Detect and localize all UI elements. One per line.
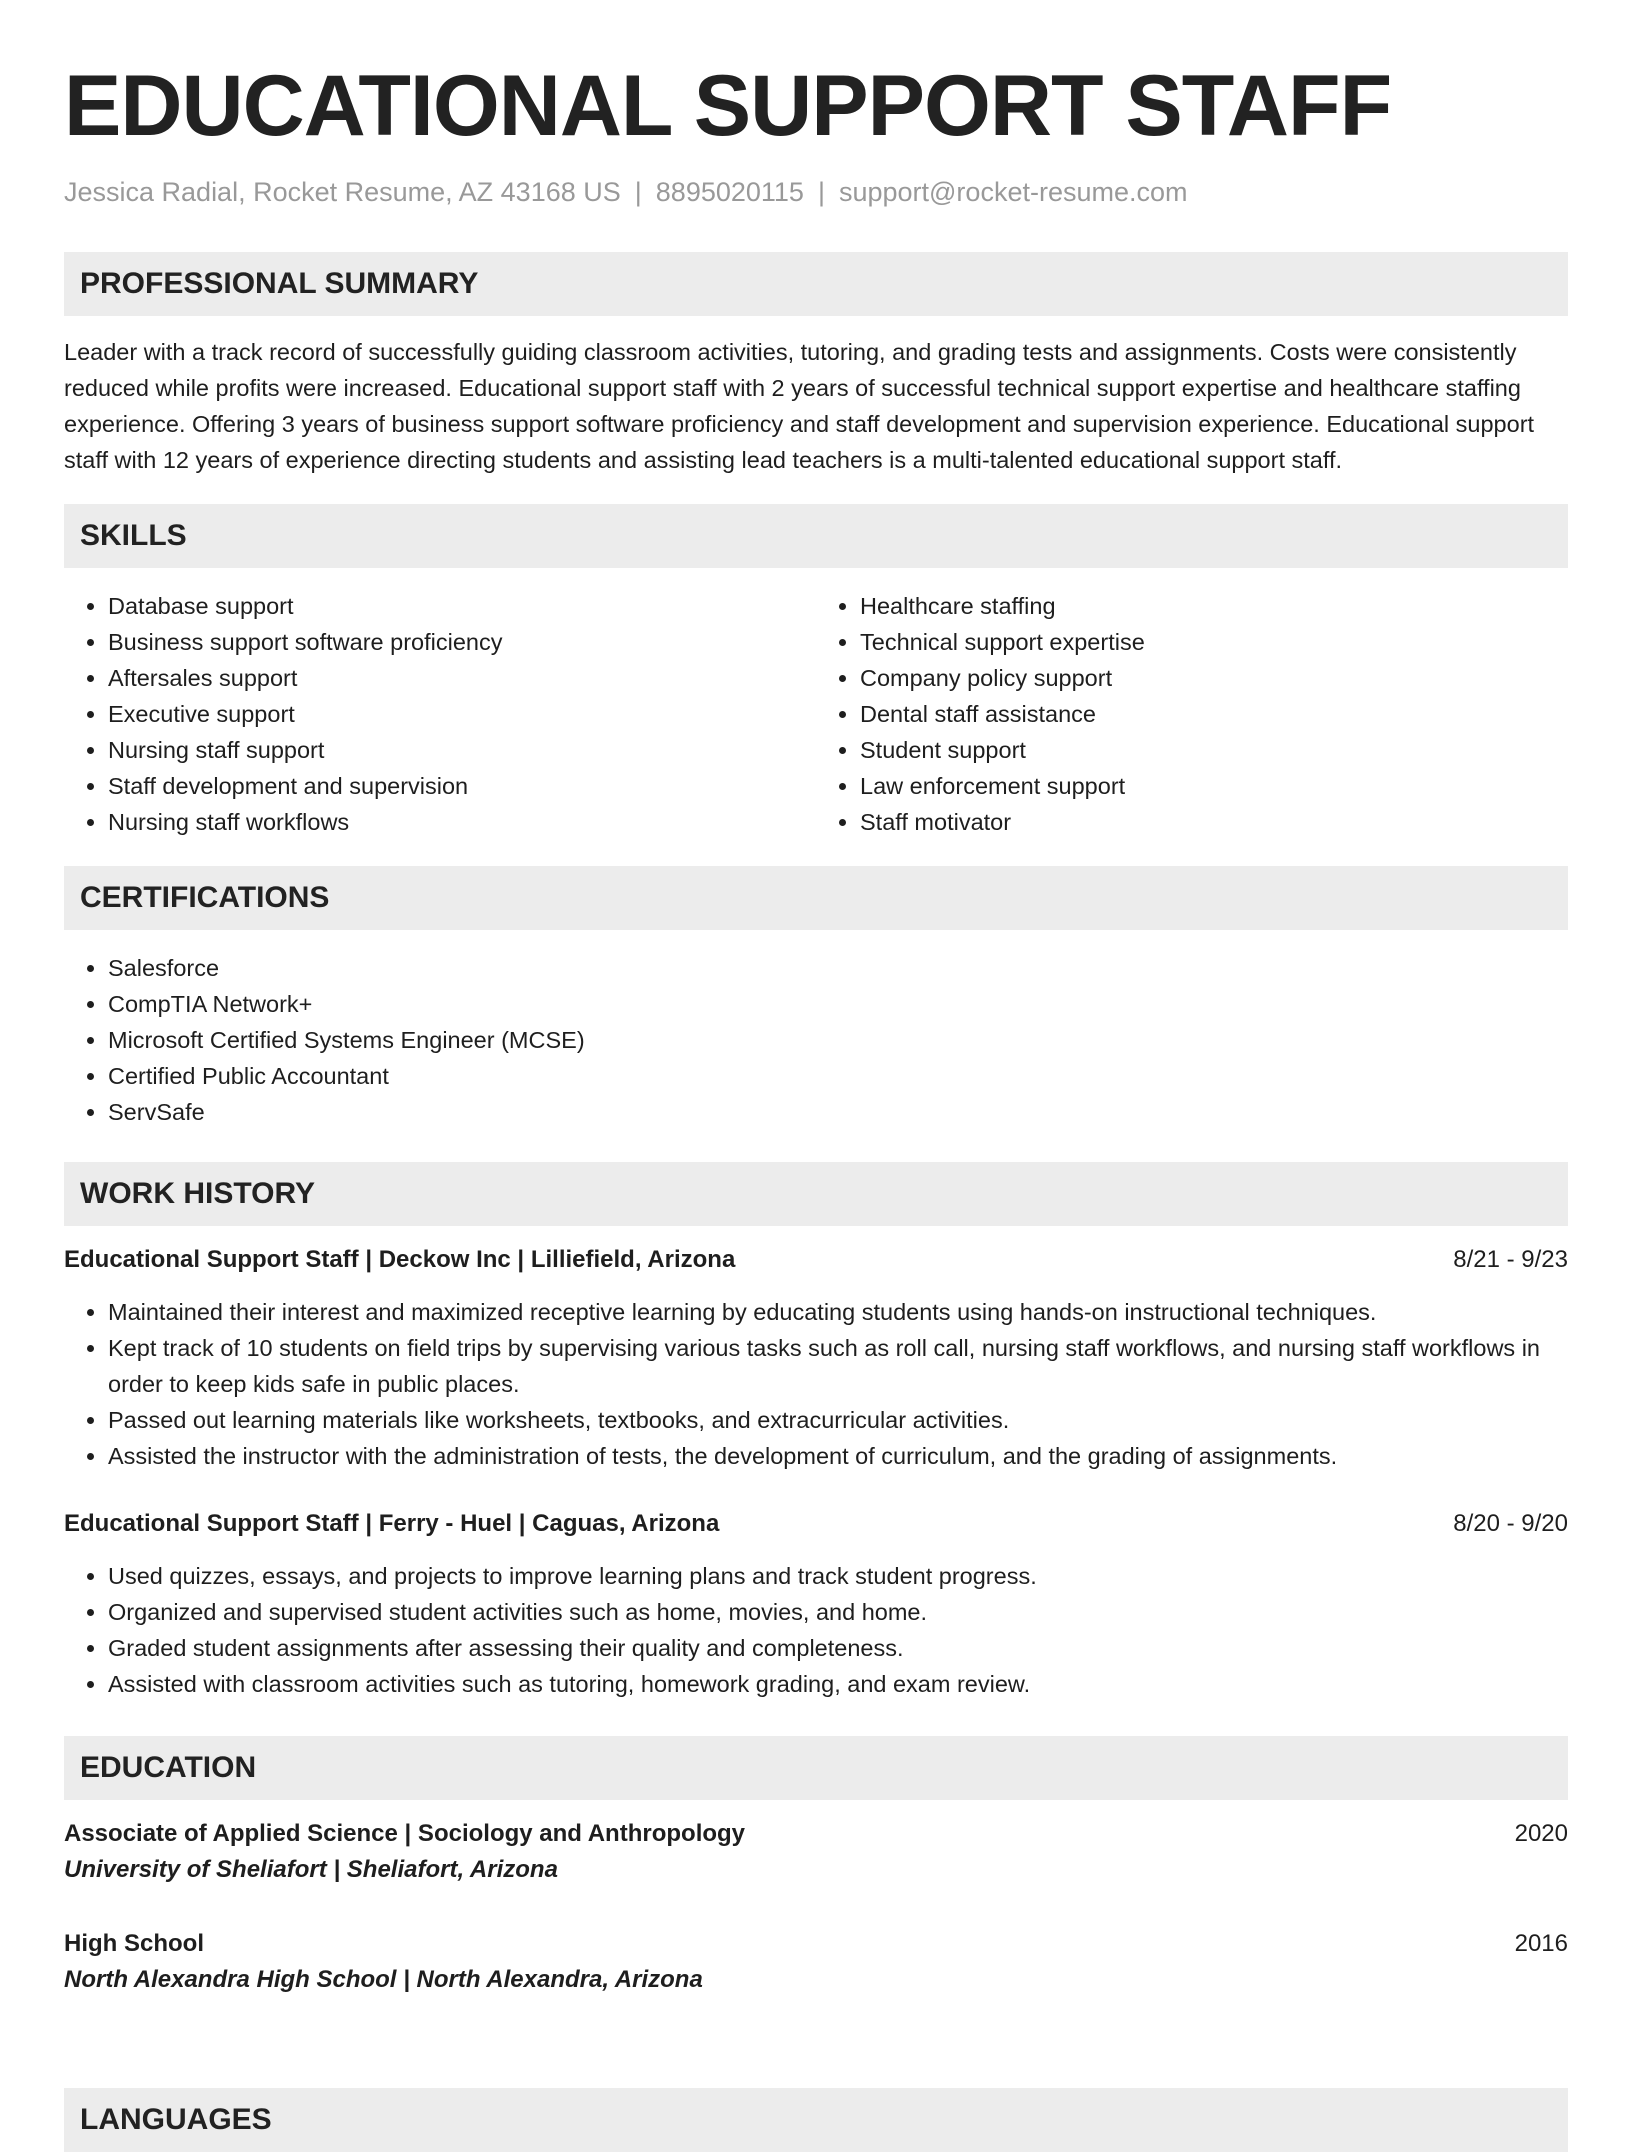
- page-title: EDUCATIONAL SUPPORT STAFF: [64, 58, 1392, 154]
- certification-item: • Microsoft Certified Systems Engineer (MCSE): [108, 1022, 1568, 1058]
- job-bullet: • Kept track of 10 students on field trips by supervising various tasks such as roll call, nursing staff workflows, and nursing staff workflows in order to keep kids safe in public places.: [108, 1330, 1568, 1402]
- certification-item: • ServSafe: [108, 1094, 1568, 1130]
- job-bullet: • Organized and supervised student activities such as home, movies, and home.: [108, 1594, 1568, 1630]
- education-header: [64, 1926, 1568, 1962]
- job-bullet: • Graded student assignments after assessing their quality and completeness.: [108, 1630, 1568, 1666]
- contact-line: [64, 174, 1568, 210]
- job-date: 8/21 - 9/23: [1453, 1246, 1568, 1273]
- education-heading: EDUCATION: [64, 1736, 1568, 1800]
- contact-separator: |: [817, 177, 825, 207]
- skill-item: • Student support: [860, 732, 1568, 768]
- contact-email: support@rocket-resume.com: [838, 177, 1188, 207]
- skill-item: • Executive support: [108, 696, 816, 732]
- job-bullet: • Used quizzes, essays, and projects to improve learning plans and track student progress.: [108, 1558, 1568, 1594]
- skills-columns: [64, 588, 1568, 840]
- education-school: University of Sheliafort | Sheliafort, Arizona: [64, 1856, 558, 1883]
- skill-item: • Staff development and supervision: [108, 768, 816, 804]
- job-header: [64, 1242, 1568, 1278]
- skill-item: • Healthcare staffing: [860, 588, 1568, 624]
- certifications-heading: CERTIFICATIONS: [64, 866, 1568, 930]
- skill-item: • Technical support expertise: [860, 624, 1568, 660]
- certification-item: • Certified Public Accountant: [108, 1058, 1568, 1094]
- job-title: Educational Support Staff | Deckow Inc | Lilliefield, Arizona: [64, 1246, 736, 1273]
- skill-item: • Staff motivator: [860, 804, 1568, 840]
- contact-phone: 8895020115: [655, 177, 804, 207]
- contact-address: Jessica Radial, Rocket Resume, AZ 43168 US: [64, 177, 621, 207]
- job-bullet: • Passed out learning materials like worksheets, textbooks, and extracurricular activities.: [108, 1402, 1568, 1438]
- skill-item: • Nursing staff workflows: [108, 804, 816, 840]
- work-heading: WORK HISTORY: [64, 1162, 1568, 1226]
- job-bullet: • Maintained their interest and maximized receptive learning by educating students using hands-on instructional techniques.: [108, 1294, 1568, 1330]
- skill-item: • Nursing staff support: [108, 732, 816, 768]
- work-entry: [64, 1506, 1568, 1702]
- job-title: Educational Support Staff | Ferry - Huel | Caguas, Arizona: [64, 1510, 720, 1537]
- languages-heading: LANGUAGES: [64, 2088, 1568, 2152]
- education-entry: [64, 1816, 1568, 1888]
- summary-text: Leader with a track record of successfully guiding classroom activities, tutoring, and grading tests and assignments. Costs were consistently reduced while profits were increased. Educational support staff with 2 years of successful technical support expertise and healthcare staffing experience. Offering 3 years of business support software proficiency and staff development and supervision experience. Educational support staff with 12 years of experience directing students and assisting lead teachers is a multi-talented educational support staff.: [64, 339, 1535, 473]
- job-bullet: • Assisted with classroom activities such as tutoring, homework grading, and exam review.: [108, 1666, 1568, 1702]
- education-school: North Alexandra High School | North Alexandra, Arizona: [64, 1966, 703, 1993]
- education-entry: [64, 1926, 1568, 1998]
- education-year: 2016: [1514, 1930, 1568, 1957]
- education-year: 2020: [1514, 1820, 1568, 1847]
- certification-item: • Salesforce: [108, 950, 1568, 986]
- skills-list-left: [64, 588, 816, 840]
- summary-heading: PROFESSIONAL SUMMARY: [64, 252, 1568, 316]
- skill-item: • Company policy support: [860, 660, 1568, 696]
- skills-heading: SKILLS: [64, 504, 1568, 568]
- job-bullets: [64, 1558, 1568, 1702]
- education-header: [64, 1816, 1568, 1852]
- education-degree: High School: [64, 1930, 204, 1957]
- certifications-list: [64, 950, 1568, 1130]
- skill-item: • Database support: [108, 588, 816, 624]
- job-date: 8/20 - 9/20: [1453, 1510, 1568, 1537]
- skill-item: • Aftersales support: [108, 660, 816, 696]
- work-entry: [64, 1242, 1568, 1474]
- skill-item: • Business support software proficiency: [108, 624, 816, 660]
- job-header: [64, 1506, 1568, 1542]
- contact-separator: |: [634, 177, 642, 207]
- education-degree: Associate of Applied Science | Sociology and Anthropology: [64, 1820, 746, 1847]
- skill-item: • Dental staff assistance: [860, 696, 1568, 732]
- skill-item: • Law enforcement support: [860, 768, 1568, 804]
- job-bullet: • Assisted the instructor with the administration of tests, the development of curriculum, and the grading of assignments.: [108, 1438, 1568, 1474]
- job-bullets: [64, 1294, 1568, 1474]
- skills-list-right: [816, 588, 1568, 840]
- certification-item: • CompTIA Network+: [108, 986, 1568, 1022]
